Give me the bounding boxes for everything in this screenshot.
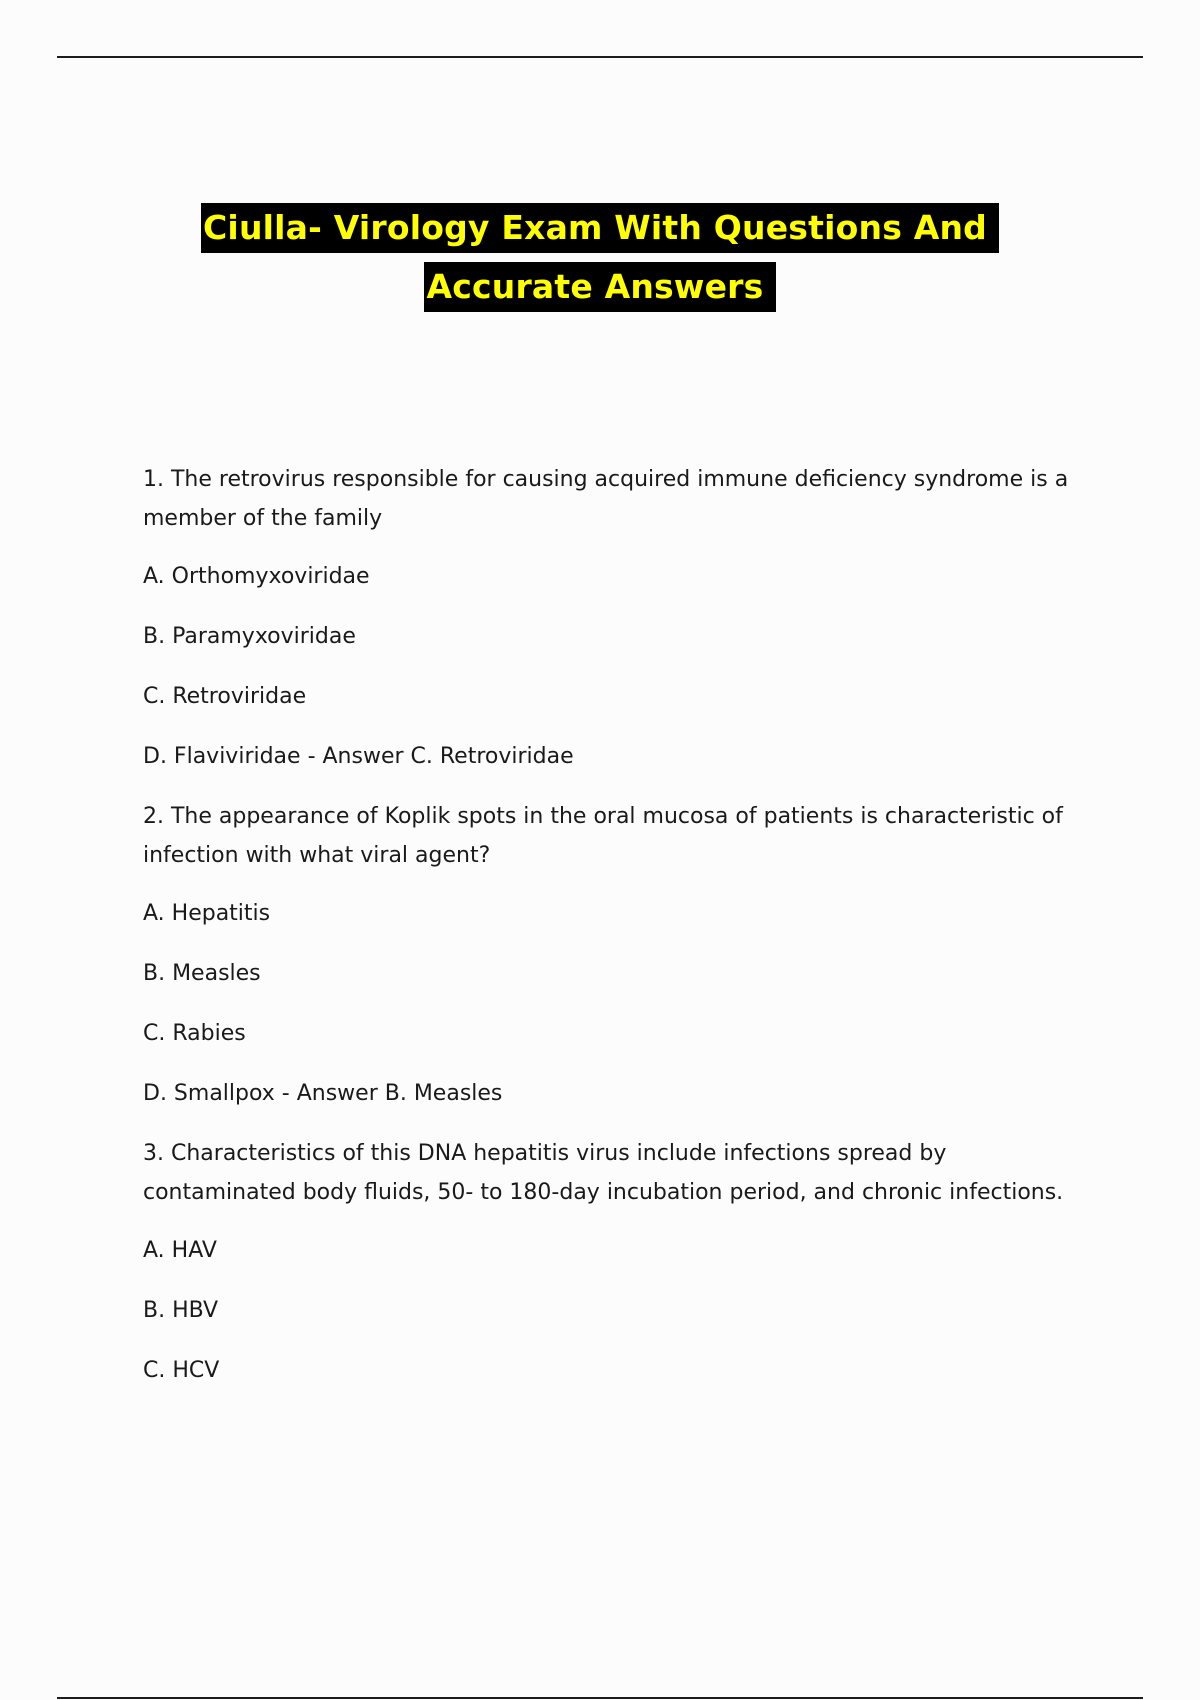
question-1-option-b: B. Paramyxoviridae (143, 624, 356, 649)
question-2-option-c: C. Rabies (143, 1021, 246, 1046)
question-3-option-b: B. HBV (143, 1298, 219, 1323)
question-3-option-c: C. HCV (143, 1358, 220, 1383)
bottom-rule (57, 1697, 1143, 1699)
question-2-option-d-answer: D. Smallpox - Answer B. Measles (143, 1081, 503, 1106)
top-rule (57, 56, 1143, 58)
question-2-option-a: A. Hepatitis (143, 901, 271, 926)
question-1-option-d-answer: D. Flaviviridae - Answer C. Retroviridae (143, 744, 574, 769)
question-1-option-a: A. Orthomyxoviridae (143, 564, 370, 589)
question-1-option-c: C. Retroviridae (143, 684, 307, 709)
title-line-1: Ciulla- Virology Exam With Questions And (201, 203, 999, 253)
document-title (0, 203, 1200, 312)
question-2-option-b: B. Measles (143, 961, 261, 986)
question-2-prompt: 2. The appearance of Koplik spots in the oral mucosa of patients is characteristic of infection with what viral agent? (143, 804, 1063, 868)
question-3-option-a: A. HAV (143, 1238, 217, 1263)
question-1-prompt: 1. The retrovirus responsible for causing acquired immune deficiency syndrome is a member of the family (143, 467, 1069, 531)
question-list (143, 460, 1103, 1411)
question-3-prompt: 3. Characteristics of this DNA hepatitis virus include infections spread by contaminated body fluids, 50- to 180-day incubation period, and chronic infections. (143, 1141, 1064, 1205)
title-line-2: Accurate Answers (424, 262, 775, 312)
